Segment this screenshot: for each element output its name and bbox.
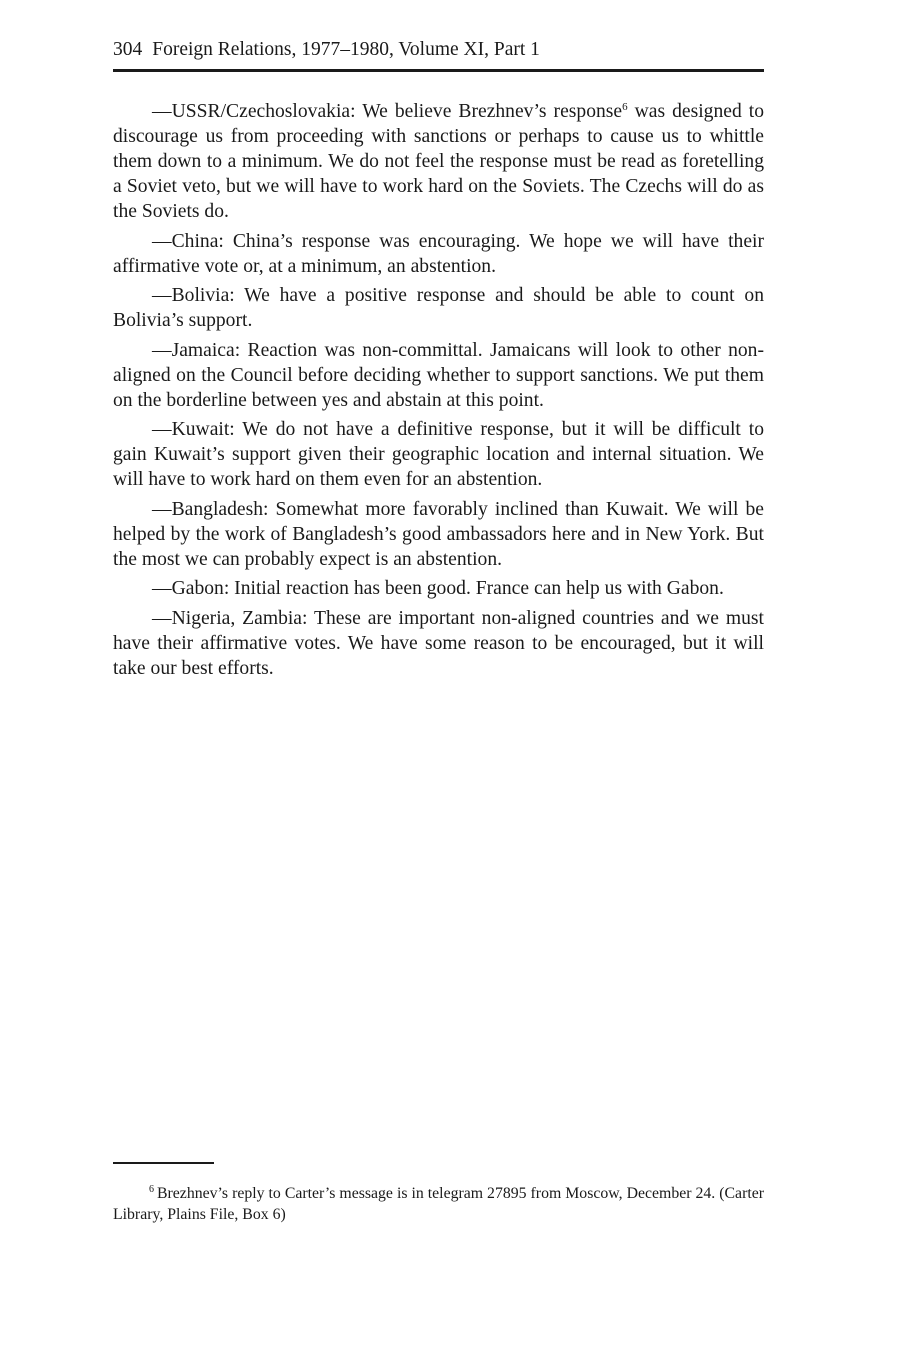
page-number: 304: [113, 39, 143, 60]
paragraph-nigeria-zambia: —Nigeria, Zambia: These are important non-aligned countries and we must have their affirmative votes. We have some reason to be encouraged, but it will take our best efforts.: [113, 607, 764, 679]
footnote-number: 6: [149, 1184, 154, 1195]
footnote-rule: [113, 1162, 214, 1164]
paragraph-china: —China: China’s response was encouraging. We hope we will have their affirmative vote or, at a minimum, an abstention.: [113, 230, 764, 277]
paragraph-text: was designed to discourage us from proceeding with sanctions or perhaps to cause us to whittle them down to a minimum. We do not feel the response must be read as foretelling a Soviet veto, but we will have to work hard on the Soviets. The Czechs will do as the Soviets do.: [113, 101, 764, 222]
header-rule: [113, 69, 764, 72]
footnote-text: Brezhnev’s reply to Carter’s message is in telegram 27895 from Moscow, December 24. (Carter Library, Plains File, Box 6): [113, 1185, 764, 1223]
paragraph-ussr-czechoslovakia: [113, 99, 764, 224]
paragraph-gabon: —Gabon: Initial reaction has been good. France can help us with Gabon.: [152, 578, 724, 599]
paragraph-bangladesh: —Bangladesh: Somewhat more favorably inclined than Kuwait. We will be helped by the work of Bangladesh’s good ambassadors here and in New York. But the most we can probably expect is an abstention.: [113, 498, 764, 570]
volume-title: Foreign Relations, 1977–1980, Volume XI, Part 1: [152, 39, 540, 60]
paragraph-bolivia: —Bolivia: We have a positive response and should be able to count on Bolivia’s support.: [113, 285, 764, 331]
body-text: [113, 99, 764, 685]
paragraph-text: —USSR/Czechoslovakia: We believe Brezhnev’s response: [152, 101, 623, 122]
paragraph-kuwait: —Kuwait: We do not have a definitive response, but it will be difficult to gain Kuwait’s support given their geographic location and internal situation. We will have to work hard on them even for an abstention.: [113, 419, 764, 490]
footnote: [113, 1183, 764, 1225]
paragraph-jamaica: —Jamaica: Reaction was non-committal. Jamaicans will look to other non-aligned on the Council before deciding whether to support sanctions. We put them on the borderline between yes and abstain at this point.: [113, 339, 764, 411]
footnote-reference[interactable]: 6: [622, 100, 628, 113]
running-header: [113, 38, 764, 62]
